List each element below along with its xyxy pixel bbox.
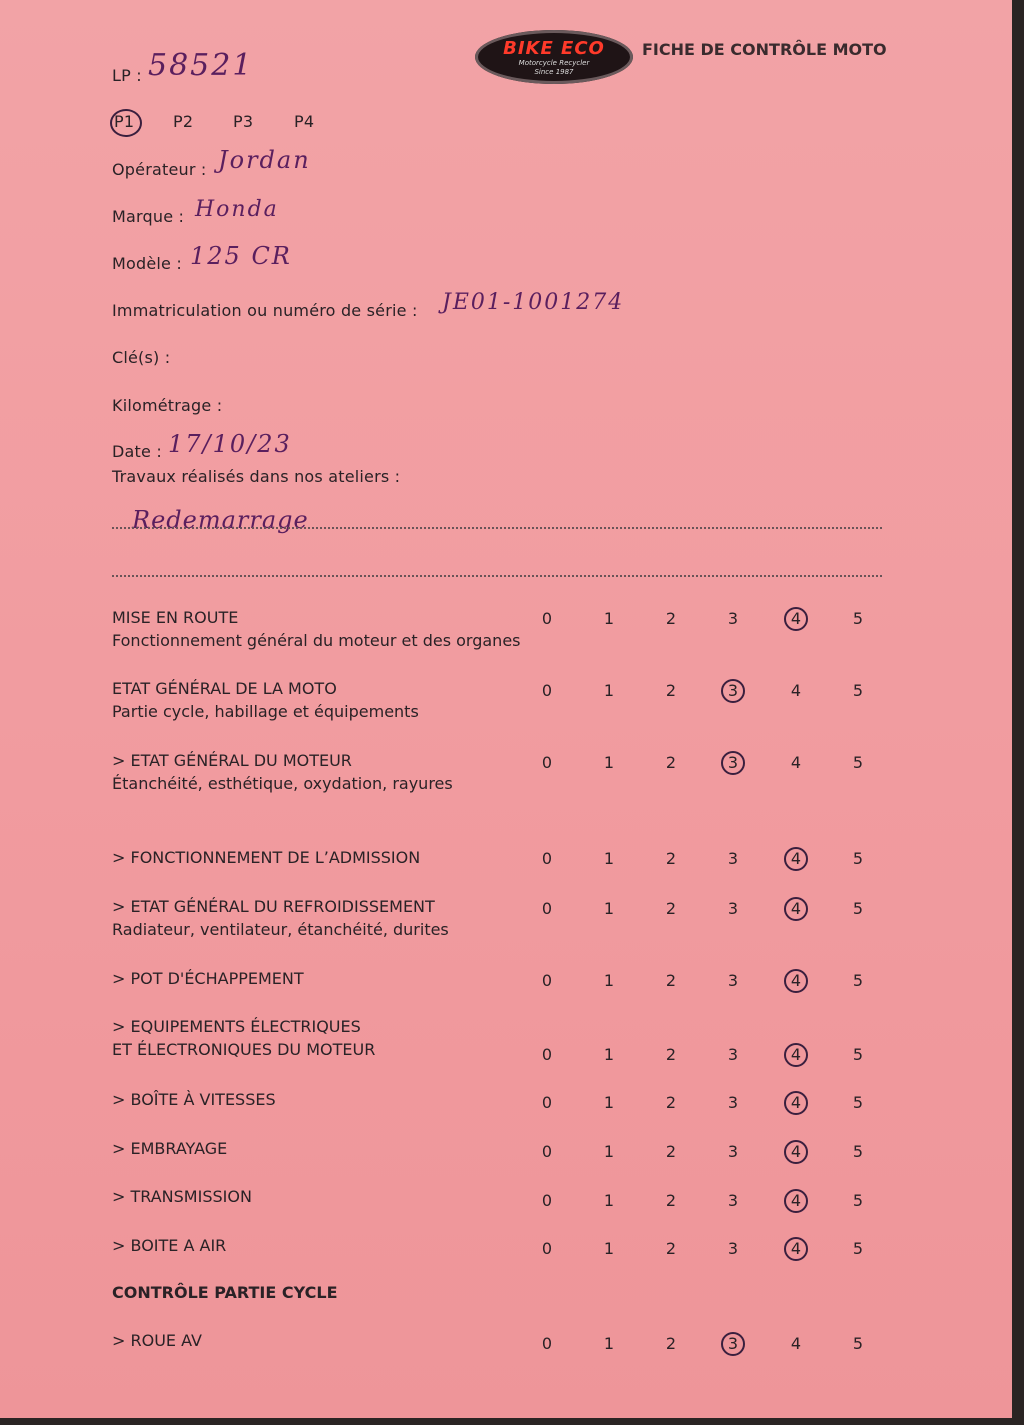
score-option[interactable]: 2 bbox=[665, 1093, 677, 1112]
criterion-row bbox=[112, 969, 304, 988]
cycle-row bbox=[112, 1331, 202, 1350]
criterion-title: > EMBRAYAGE bbox=[112, 1139, 228, 1158]
work-line-2 bbox=[112, 575, 882, 577]
criterion-title: > EQUIPEMENTS ÉLECTRIQUES bbox=[112, 1017, 361, 1036]
criterion-row bbox=[112, 1017, 375, 1059]
score-option-selected[interactable]: 4 bbox=[784, 1091, 808, 1115]
score-option[interactable]: 0 bbox=[541, 849, 553, 868]
date-value: 17/10/23 bbox=[168, 430, 292, 458]
score-option[interactable]: 3 bbox=[727, 849, 739, 868]
criterion-row bbox=[112, 897, 449, 939]
score-option[interactable]: 3 bbox=[727, 1093, 739, 1112]
model-label: Modèle : bbox=[112, 254, 182, 273]
criterion-row bbox=[112, 1090, 276, 1109]
score-option[interactable]: 1 bbox=[603, 899, 615, 918]
criterion-subtitle: Fonctionnement général du moteur et des organes bbox=[112, 631, 521, 650]
score-option[interactable]: 2 bbox=[665, 609, 677, 628]
score-option[interactable]: 0 bbox=[541, 1045, 553, 1064]
criterion-title: > ETAT GÉNÉRAL DU REFROIDISSEMENT bbox=[112, 897, 435, 916]
score-option-selected[interactable]: 4 bbox=[784, 1237, 808, 1261]
date-label: Date : bbox=[112, 442, 162, 461]
score-option[interactable]: 2 bbox=[665, 753, 677, 772]
score-option[interactable]: 0 bbox=[541, 681, 553, 700]
score-option[interactable]: 3 bbox=[727, 1191, 739, 1210]
score-option-selected[interactable]: 3 bbox=[721, 751, 745, 775]
score-option[interactable]: 5 bbox=[852, 1239, 864, 1258]
score-option-selected[interactable]: 4 bbox=[784, 1140, 808, 1164]
cycle-criterion-title: > ROUE AV bbox=[112, 1331, 202, 1350]
bike-eco-logo bbox=[475, 30, 633, 84]
score-option[interactable]: 5 bbox=[852, 1191, 864, 1210]
score-option[interactable]: 4 bbox=[790, 681, 802, 700]
score-option[interactable]: 5 bbox=[852, 1142, 864, 1161]
score-option[interactable]: 1 bbox=[603, 681, 615, 700]
work-value: Redemarrage bbox=[132, 506, 309, 534]
score-option[interactable]: 2 bbox=[665, 971, 677, 990]
vin-label: Immatriculation ou numéro de série : bbox=[112, 301, 418, 320]
lp-value: 58521 bbox=[148, 48, 254, 83]
p-option-3: P3 bbox=[233, 112, 254, 131]
score-option[interactable]: 5 bbox=[852, 1093, 864, 1112]
work-line-1 bbox=[112, 527, 882, 529]
score-option[interactable]: 4 bbox=[790, 1334, 802, 1353]
score-option[interactable]: 0 bbox=[541, 971, 553, 990]
keys-label: Clé(s) : bbox=[112, 348, 171, 367]
brand-value: Honda bbox=[195, 197, 279, 222]
score-option[interactable]: 3 bbox=[727, 899, 739, 918]
score-option[interactable]: 1 bbox=[603, 609, 615, 628]
brand-label: Marque : bbox=[112, 207, 185, 226]
criterion-title: MISE EN ROUTE bbox=[112, 608, 239, 627]
score-option[interactable]: 0 bbox=[541, 1142, 553, 1161]
score-option[interactable]: 1 bbox=[603, 1334, 615, 1353]
score-option[interactable]: 0 bbox=[541, 1093, 553, 1112]
document-title: FICHE DE CONTRÔLE MOTO bbox=[642, 40, 887, 59]
score-option[interactable]: 1 bbox=[603, 971, 615, 990]
score-option-selected[interactable]: 4 bbox=[784, 969, 808, 993]
criterion-title: > ETAT GÉNÉRAL DU MOTEUR bbox=[112, 751, 352, 770]
score-option[interactable]: 1 bbox=[603, 753, 615, 772]
mileage-label: Kilométrage : bbox=[112, 396, 223, 415]
score-option[interactable]: 2 bbox=[665, 849, 677, 868]
criterion-row bbox=[112, 608, 521, 650]
operator-value: Jordan bbox=[218, 146, 311, 174]
score-option[interactable]: 0 bbox=[541, 899, 553, 918]
score-option[interactable]: 3 bbox=[727, 971, 739, 990]
logo-tagline: Motorcycle Recycler bbox=[518, 59, 590, 67]
p-option-2: P2 bbox=[173, 112, 194, 131]
score-option-selected[interactable]: 4 bbox=[784, 1043, 808, 1067]
score-option[interactable]: 2 bbox=[665, 1334, 677, 1353]
work-label: Travaux réalisés dans nos ateliers : bbox=[112, 467, 401, 486]
score-option[interactable]: 3 bbox=[727, 1142, 739, 1161]
score-option[interactable]: 2 bbox=[665, 681, 677, 700]
score-option[interactable]: 0 bbox=[541, 1191, 553, 1210]
score-option[interactable]: 2 bbox=[665, 1191, 677, 1210]
criterion-title: > POT D'ÉCHAPPEMENT bbox=[112, 969, 304, 988]
score-option[interactable]: 2 bbox=[665, 1142, 677, 1161]
score-option[interactable]: 5 bbox=[852, 753, 864, 772]
criterion-subtitle: ET ÉLECTRONIQUES DU MOTEUR bbox=[112, 1040, 376, 1059]
score-option[interactable]: 1 bbox=[603, 1045, 615, 1064]
logo-since: Since 1987 bbox=[534, 68, 574, 76]
score-option[interactable]: 1 bbox=[603, 1142, 615, 1161]
criterion-row bbox=[112, 679, 419, 721]
score-option-selected[interactable]: 4 bbox=[784, 607, 808, 631]
score-option[interactable]: 0 bbox=[541, 1239, 553, 1258]
score-option[interactable]: 4 bbox=[790, 753, 802, 772]
score-option[interactable]: 5 bbox=[852, 681, 864, 700]
score-option[interactable]: 5 bbox=[852, 971, 864, 990]
criterion-subtitle: Partie cycle, habillage et équipements bbox=[112, 702, 419, 721]
vin-value: JE01-1001274 bbox=[442, 290, 625, 315]
score-option[interactable]: 1 bbox=[603, 1239, 615, 1258]
p-option-4: P4 bbox=[294, 112, 315, 131]
criterion-row bbox=[112, 848, 420, 867]
criterion-row bbox=[112, 751, 453, 793]
score-option-selected[interactable]: 4 bbox=[784, 847, 808, 871]
criterion-row bbox=[112, 1187, 252, 1206]
operator-label: Opérateur : bbox=[112, 160, 207, 179]
logo-brand: BIKE ECO bbox=[503, 38, 605, 59]
criterion-title: > BOITE A AIR bbox=[112, 1236, 227, 1255]
score-option[interactable]: 5 bbox=[852, 609, 864, 628]
p-option-1: P1 bbox=[114, 112, 135, 131]
score-option[interactable]: 0 bbox=[541, 753, 553, 772]
criterion-title: > BOÎTE À VITESSES bbox=[112, 1090, 276, 1109]
criterion-row bbox=[112, 1139, 227, 1158]
criterion-subtitle: Radiateur, ventilateur, étanchéité, durites bbox=[112, 920, 449, 939]
score-option-selected[interactable]: 4 bbox=[784, 897, 808, 921]
score-option[interactable]: 5 bbox=[852, 1045, 864, 1064]
score-option[interactable]: 2 bbox=[665, 899, 677, 918]
model-value: 125 CR bbox=[190, 242, 292, 270]
score-option[interactable]: 5 bbox=[852, 849, 864, 868]
criterion-title: > FONCTIONNEMENT DE L’ADMISSION bbox=[112, 848, 421, 867]
score-option[interactable]: 3 bbox=[727, 1045, 739, 1064]
score-option[interactable]: 0 bbox=[541, 1334, 553, 1353]
score-option-selected[interactable]: 4 bbox=[784, 1189, 808, 1213]
lp-label: LP : bbox=[112, 66, 142, 85]
criterion-subtitle: Étanchéité, esthétique, oxydation, rayures bbox=[112, 774, 453, 793]
score-option-selected[interactable]: 3 bbox=[721, 1332, 745, 1356]
score-option[interactable]: 5 bbox=[852, 1334, 864, 1353]
score-option[interactable]: 3 bbox=[727, 609, 739, 628]
score-option[interactable]: 2 bbox=[665, 1045, 677, 1064]
criterion-title: > TRANSMISSION bbox=[112, 1187, 252, 1206]
score-option[interactable]: 0 bbox=[541, 609, 553, 628]
score-option-selected[interactable]: 3 bbox=[721, 679, 745, 703]
criterion-title: ETAT GÉNÉRAL DE LA MOTO bbox=[112, 679, 337, 698]
score-option[interactable]: 1 bbox=[603, 1093, 615, 1112]
score-option[interactable]: 1 bbox=[603, 849, 615, 868]
score-option[interactable]: 5 bbox=[852, 899, 864, 918]
score-option[interactable]: 2 bbox=[665, 1239, 677, 1258]
criterion-row bbox=[112, 1236, 226, 1255]
score-option[interactable]: 1 bbox=[603, 1191, 615, 1210]
section-title-cycle: CONTRÔLE PARTIE CYCLE bbox=[112, 1283, 338, 1302]
score-option[interactable]: 3 bbox=[727, 1239, 739, 1258]
